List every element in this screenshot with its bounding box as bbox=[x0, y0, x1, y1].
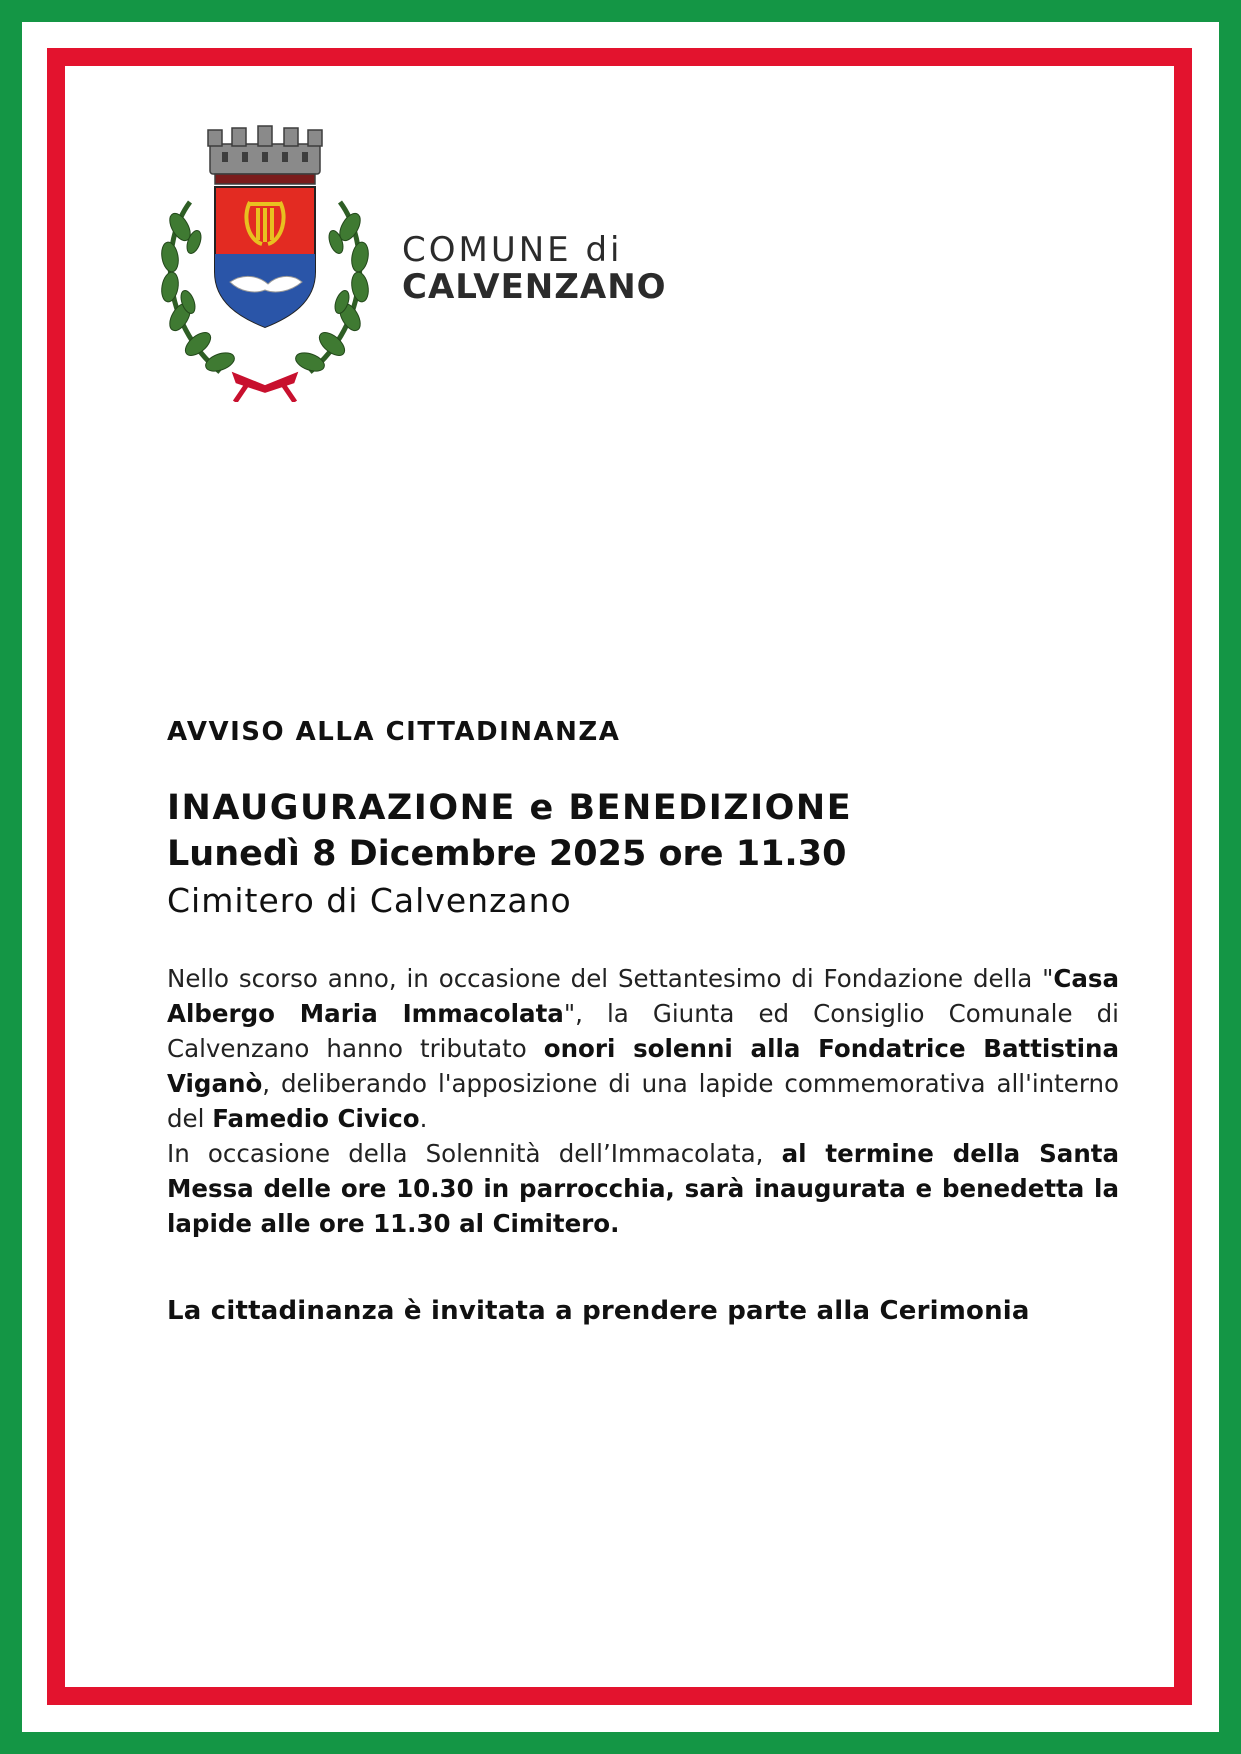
event-datetime: Lunedì 8 Dicembre 2025 ore 11.30 bbox=[167, 834, 847, 874]
body-text: In occasione della Solennità dell’Immacolata, bbox=[167, 1138, 782, 1168]
org-line-2: CALVENZANO bbox=[402, 266, 667, 307]
event-headline: INAUGURAZIONE e BENEDIZIONE bbox=[167, 788, 853, 828]
body-text: , deliberando l'apposizione di una lapide commemorativa all'interno del bbox=[167, 1068, 1119, 1133]
body-paragraph bbox=[167, 961, 1119, 1241]
body-bold: onori solenni alla Fondatrice Battistina Viganò bbox=[167, 1033, 1120, 1098]
municipality-name bbox=[402, 232, 667, 305]
body-bold: al termine della Santa Messa delle ore 10.30 in parrocchia, sarà inaugurata e benedetta la lapide alle ore 11.30 al Cimitero. bbox=[167, 1138, 1120, 1238]
org-line-1: COMUNE di bbox=[402, 230, 623, 270]
body-bold: Casa Albergo Maria Immacolata bbox=[167, 963, 1119, 1028]
notice-content bbox=[167, 717, 1119, 1326]
event-place: Cimitero di Calvenzano bbox=[167, 881, 572, 920]
notice-kicker: AVVISO ALLA CITTADINANZA bbox=[167, 717, 621, 747]
invitation-line: La cittadinanza è invitata a prendere parte alla Cerimonia bbox=[167, 1295, 1030, 1326]
body-bold: Famedio Civico bbox=[212, 1103, 420, 1133]
body-text: Nello scorso anno, in occasione del Settantesimo di Fondazione della " bbox=[167, 963, 1054, 993]
body-text: . bbox=[419, 1103, 428, 1133]
municipal-coat-of-arms-icon bbox=[150, 122, 380, 402]
body-text: ", la Giunta ed Consiglio Comunale di Calvenzano hanno tributato bbox=[167, 998, 1119, 1063]
